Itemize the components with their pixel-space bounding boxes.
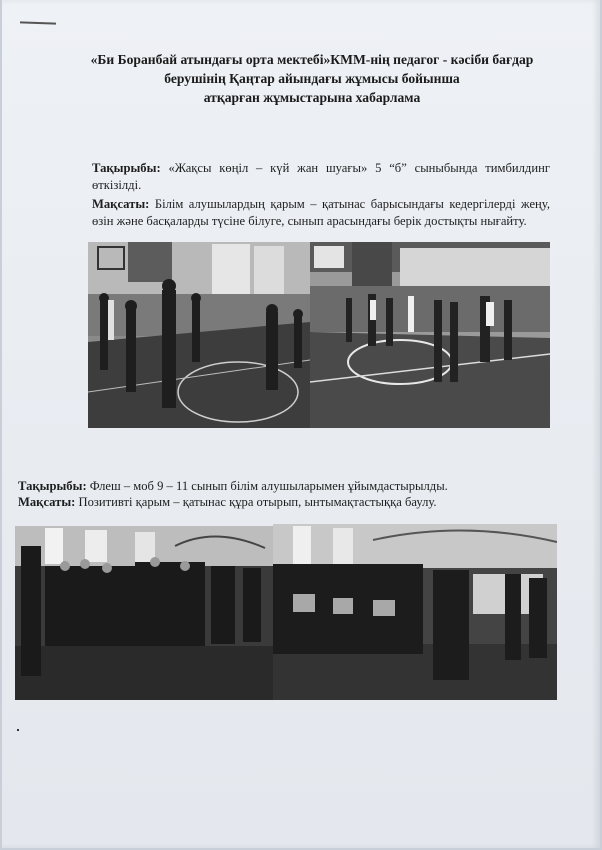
- event-2-topic-label: Тақырыбы:: [18, 479, 87, 493]
- title-line-3: атқарған жұмыстарына хабарлама: [203, 90, 421, 105]
- ink-dot: [17, 729, 19, 731]
- document-title: [62, 50, 562, 107]
- event-2-goal: [18, 494, 558, 511]
- event-1-topic: [92, 160, 550, 194]
- event-2-goal-text: Позитивті қарым – қатынас құра отырып, ынтымақтастыққа баулу.: [78, 495, 437, 509]
- gym-teambuilding-photo: [88, 242, 310, 428]
- gym-circle-photo: [310, 242, 550, 428]
- event-2-topic: [18, 478, 558, 495]
- event-1-topic-label: Тақырыбы:: [92, 161, 161, 175]
- hall-flashmob-photo: [15, 526, 273, 700]
- title-line-1: «Би Боранбай атындағы орта мектебі»КММ-нің педагог - кәсіби бағдар: [90, 52, 534, 67]
- event-1-goal-text: Білім алушылардың қарым – қатынас барысындағы кедергілерді жеңу, өзін және басқаларды түсіне білуге, сынып арасындағы берік достықты нығайту.: [92, 197, 550, 228]
- title-line-2: берушінің Қаңтар айындағы жұмысы бойынша: [164, 71, 460, 86]
- event-2-topic-text: Флеш – моб 9 – 11 сынып білім алушыларымен ұйымдастырылды.: [89, 479, 448, 493]
- hall-students-photo: [273, 524, 557, 700]
- pen-mark: [20, 21, 56, 24]
- event-1-topic-text: «Жақсы көңіл – күй жан шуағы» 5 “б” сыныбында тимбилдинг өткізілді.: [92, 161, 550, 192]
- event-1-goal-label: Мақсаты:: [92, 197, 150, 211]
- event-1-goal: [92, 196, 550, 230]
- document-page: [2, 0, 600, 848]
- event-2-goal-label: Мақсаты:: [18, 495, 76, 509]
